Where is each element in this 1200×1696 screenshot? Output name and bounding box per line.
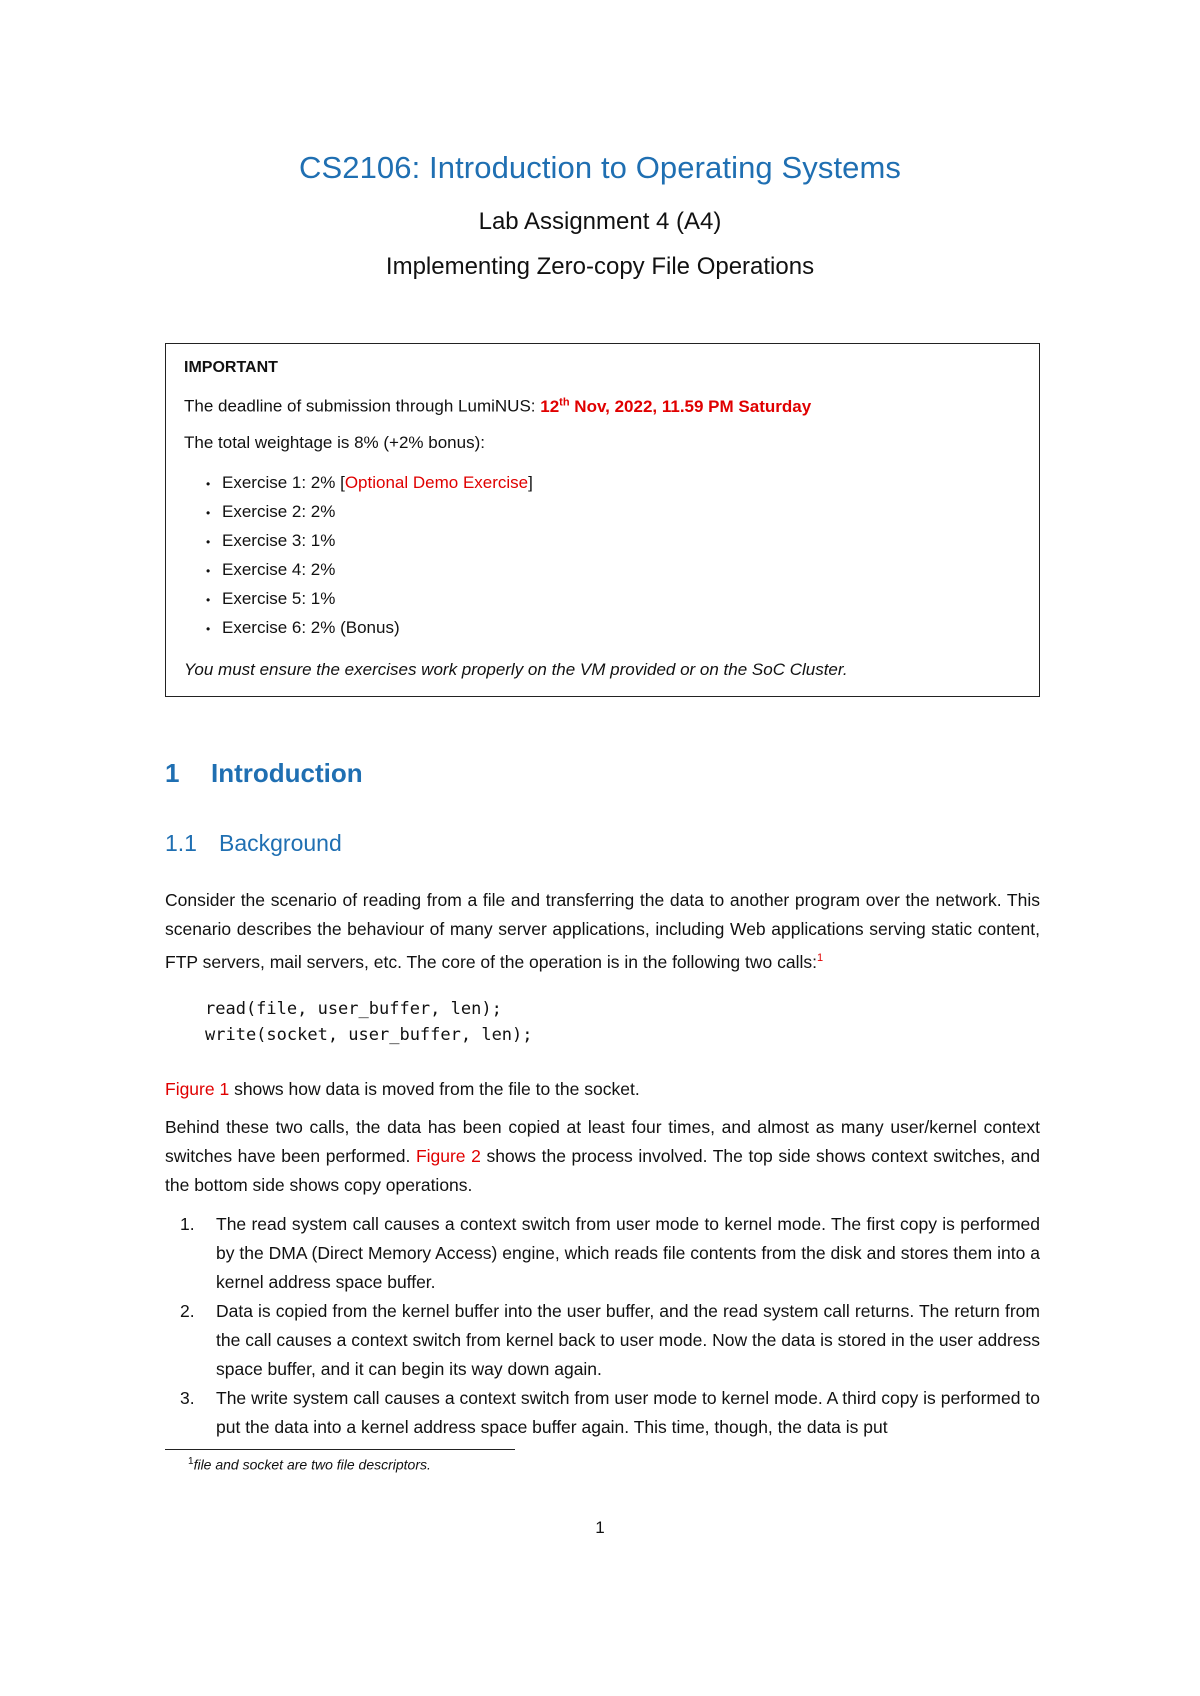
subsection-number: 1.1: [165, 830, 197, 856]
bullet-icon: •: [206, 476, 211, 491]
list-item: • Exercise 4: 2%: [206, 559, 533, 588]
step-number: 2.: [180, 1301, 195, 1321]
footnote-divider: [165, 1449, 515, 1450]
weightage-line: The total weightage is 8% (+2% bonus):: [184, 433, 485, 452]
list-item: • Exercise 2: 2%: [206, 501, 533, 530]
deadline-line: [184, 396, 811, 417]
deadline-date: [540, 397, 811, 416]
optional-demo-link[interactable]: Optional Demo Exercise: [344, 473, 529, 492]
document-title: CS2106: Introduction to Operating Systems: [298, 150, 902, 185]
bullet-icon: •: [206, 563, 211, 578]
subsection-title: Background: [219, 830, 342, 856]
footnote-text: file and socket are two file descriptors.: [193, 1456, 431, 1473]
document-subtitle: Lab Assignment 4 (A4): [478, 208, 722, 235]
deadline-day: 12: [540, 396, 560, 416]
deadline-rest: Nov, 2022, 11.59 PM Saturday: [569, 396, 812, 416]
footnote: [188, 1456, 431, 1473]
bullet-icon: •: [206, 592, 211, 607]
section-number: 1: [165, 758, 180, 788]
figure-2-link[interactable]: Figure 2: [415, 1146, 481, 1166]
footnote-ref-link[interactable]: 1: [817, 952, 824, 964]
environment-note: You must ensure the exercises work properly on the VM provided or on the SoC Cluster.: [184, 660, 848, 679]
step-number: 3.: [180, 1388, 195, 1408]
copy-steps-list: [180, 1210, 1040, 1442]
paragraph-copies: Behind these two calls, the data has been copied at least four times, and almost as many user/kernel context switches have been performed. Figure 2 shows the process involved. The top side shows context switches, and the bottom side shows copy operations.: [165, 1117, 1040, 1195]
important-heading: IMPORTANT: [184, 359, 278, 376]
footnote-number: 1: [188, 1456, 194, 1467]
exercise-list: [206, 472, 533, 646]
important-notice-box: [165, 343, 1040, 697]
list-item: 2. Data is copied from the kernel buffer into the user buffer, and the read system call returns. The return from the call causes a context switch from kernel back to user mode. Now the data is stored in the user address space buffer, and it can begin its way down again.: [180, 1297, 1040, 1384]
section-heading-introduction: [165, 758, 363, 789]
section-title: Introduction: [211, 758, 363, 788]
code-line-read: read(file, user_buffer, len);: [205, 999, 502, 1019]
subsection-heading-background: [165, 830, 342, 857]
page-number: 1: [595, 1518, 605, 1537]
list-item: 3. The write system call causes a context switch from user mode to kernel mode. A third copy is performed to put the data into a kernel address space buffer again. This time, though, the data is put: [180, 1384, 1040, 1442]
paragraph-scenario: Consider the scenario of reading from a file and transferring the data to another program over the network. This scenario describes the behaviour of many server applications, including Web applications serving static content, FTP servers, mail servers, etc. The core of the operation is in the following two calls:$^1$: [165, 890, 1040, 972]
list-item: • Exercise 1: 2% [Optional Demo Exercise]: [206, 472, 533, 501]
deadline-prefix: The deadline of submission through LumiNUS:: [184, 396, 541, 416]
list-item: • Exercise 5: 1%: [206, 588, 533, 617]
paragraph-figure1: Figure 1 shows how data is moved from the file to the socket.: [165, 1079, 640, 1099]
document-subtitle-topic: Implementing Zero-copy File Operations: [385, 253, 815, 280]
bullet-icon: •: [206, 621, 211, 636]
bullet-icon: •: [206, 505, 211, 520]
deadline-day-suffix: th: [559, 396, 570, 408]
list-item: • Exercise 6: 2% (Bonus): [206, 617, 533, 646]
list-item: 1. The read system call causes a context switch from user mode to kernel mode. The first copy is performed by the DMA (Direct Memory Access) engine, which reads file contents from the disk and stores them into a kernel address space buffer.: [180, 1210, 1040, 1297]
bullet-icon: •: [206, 534, 211, 549]
figure-1-link[interactable]: Figure 1: [165, 1079, 230, 1099]
list-item: • Exercise 3: 1%: [206, 530, 533, 559]
code-line-write: write(socket, user_buffer, len);: [205, 1025, 533, 1045]
step-number: 1.: [180, 1214, 195, 1234]
